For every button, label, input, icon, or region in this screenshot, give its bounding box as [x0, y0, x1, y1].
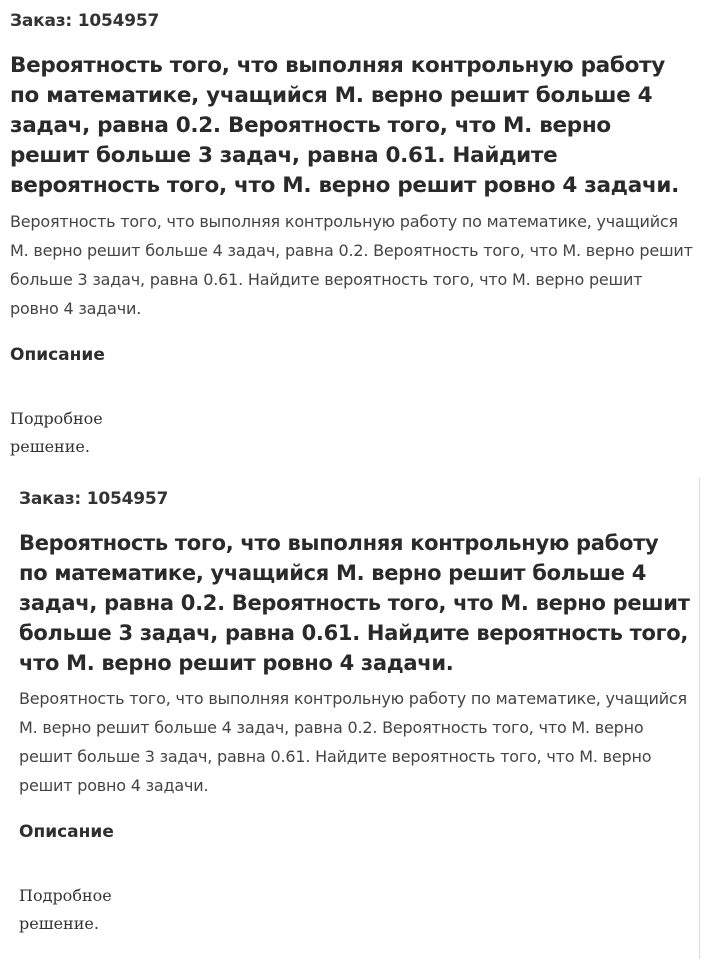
- order-card-secondary: [9, 478, 700, 959]
- task-title: Вероятность того, что выполняя контрольную работу по математике, учащийся М. верно решит больше 4 задач, равна 0.2. Вероятность того, что М. верно решит больше 3 задач, равна 0.61. Найдите вероятность того, что М. верно решит ровно 4 задачи.: [10, 53, 680, 198]
- order-number: Заказ: 1054957: [19, 489, 169, 509]
- solution-detail-text: Подробное решение.: [19, 886, 112, 933]
- solution-detail-text: Подробное решение.: [10, 409, 103, 456]
- task-description: Вероятность того, что выполняя контрольную работу по математике, учащийся М. верно решит больше 4 задач, равна 0.2. Вероятность того, что М. верно решит больше 3 задач, равна 0.61. Найдите вероятность того, что М. верно решит ровно 4 задачи.: [10, 212, 693, 318]
- task-title: Вероятность того, что выполняя контрольную работу по математике, учащийся М. верно решит больше 4 задач, равна 0.2. Вероятность того, что М. верно решит больше 3 задач, равна 0.61. Найдите вероятность того, что М. верно решит ровно 4 задачи.: [19, 531, 690, 675]
- order-card-primary: [0, 0, 701, 461]
- order-number: Заказ: 1054957: [10, 11, 160, 31]
- description-heading: Описание: [19, 822, 114, 842]
- description-heading: Описание: [10, 345, 105, 365]
- task-description: Вероятность того, что выполняя контрольную работу по математике, учащийся М. верно решит больше 4 задач, равна 0.2. Вероятность того, что М. верно решит больше 3 задач, равна 0.61. Найдите вероятность того, что М. верно решит ровно 4 задачи.: [19, 689, 687, 795]
